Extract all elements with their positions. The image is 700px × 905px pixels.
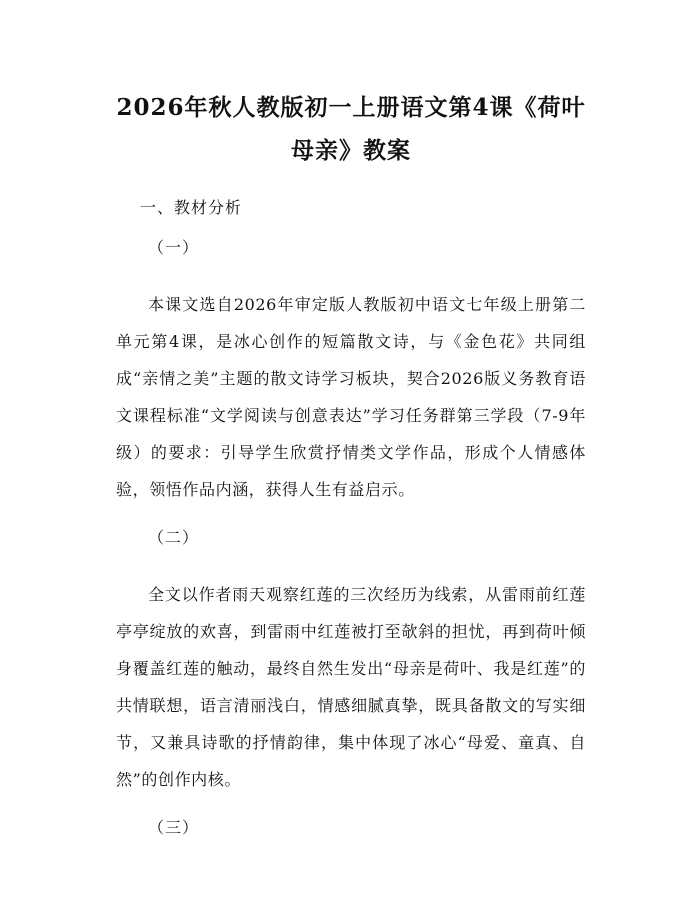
- subsection-label-1: （一）: [148, 238, 200, 257]
- section-heading-textbook-analysis: 一、教材分析: [140, 198, 243, 217]
- subsection-label-2: （二）: [148, 528, 200, 547]
- document-title: 2026年秋人教版初一上册语文第4课《荷叶母亲》教案: [116, 94, 586, 164]
- subsection-label-3: （三）: [148, 818, 200, 837]
- paragraph-1: 本课文选自2026年审定版人教版初中语文七年级上册第二单元第4课，是冰心创作的短篇散文诗，与《金色花》共同组成“亲情之美”主题的散文诗学习板块，契合2026版义务教育语文课程标准“文学阅读与创意表达”学习任务群第三学段（7-9年级）的要求：引导学生欣赏抒情类文学作品，形成个人情感体验，领悟作品内涵，获得人生有益启示。: [116, 295, 586, 499]
- paragraph-2: 全文以作者雨天观察红莲的三次经历为线索，从雷雨前红莲亭亭绽放的欢喜，到雷雨中红莲被打至欹斜的担忧，再到荷叶倾身覆盖红莲的触动，最终自然生发出“母亲是荷叶、我是红莲”的共情联想，语言清丽浅白，情感细腻真挚，既具备散文的写实细节，又兼具诗歌的抒情韵律，集中体现了冰心“母爱、童真、自然”的创作内核。: [116, 585, 586, 789]
